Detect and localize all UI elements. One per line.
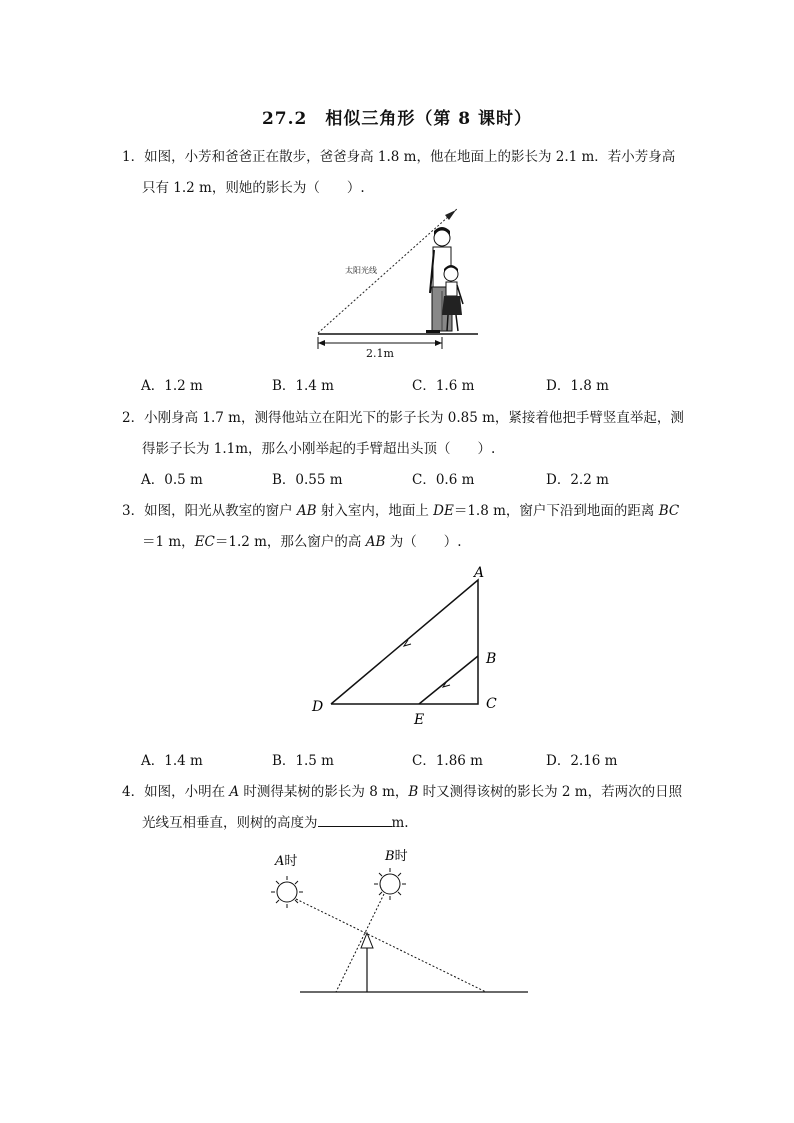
q2-option-b[interactable]: B．0.55 m <box>272 472 343 488</box>
tree-top-icon <box>361 933 373 948</box>
question-4-text: 4．如图，小明在 A 时测得某树的影长为 8 m，B 时又测得该树的影长为 2 m，若两次的日照 <box>122 784 683 800</box>
q1-option-b[interactable]: B．1.4 m <box>272 378 334 394</box>
sun-b-icon <box>374 868 406 900</box>
sun-b-ray <box>336 894 384 992</box>
page-title: 27.2 相似三角形（第 8 课时） <box>261 109 533 129</box>
sun-a-icon <box>271 876 303 908</box>
question-1-text-cont: 只有 1.2 m，则她的影长为（ ）. <box>142 180 365 196</box>
q3-option-c[interactable]: C．1.86 m <box>412 753 483 769</box>
question-3-text: 3．如图，阳光从教室的窗户 AB 射入室内，地面上 DE＝1.8 m，窗户下沿到地面的距离 BC <box>122 503 680 519</box>
sun-b-label: B时 <box>385 849 408 864</box>
point-e-label: E <box>414 712 425 728</box>
q2-option-c[interactable]: C．0.6 m <box>412 472 475 488</box>
point-c-label: C <box>486 696 497 712</box>
question-2-text-cont: 得影子长为 1.1m，那么小刚举起的手臂超出头顶（ ）. <box>142 441 496 457</box>
question-2-text: 2．小刚身高 1.7 m，测得他站立在阳光下的影子长为 0.85 m，紧接着他把手臂竖直举起，测 <box>122 410 684 426</box>
question-1-figure <box>300 205 490 365</box>
question-4-figure <box>260 842 540 1002</box>
q1-option-d[interactable]: D．1.8 m <box>546 378 609 394</box>
triangle-adc <box>331 580 478 704</box>
sun-a-ray <box>296 899 486 992</box>
q1-option-a[interactable]: A．1.2 m <box>141 378 203 394</box>
question-4-text-cont: 光线互相垂直，则树的高度为 m. <box>142 811 409 831</box>
q2-option-a[interactable]: A．0.5 m <box>141 472 203 488</box>
q2-option-d[interactable]: D．2.2 m <box>546 472 609 488</box>
q3-option-a[interactable]: A．1.4 m <box>141 753 203 769</box>
shadow-length-label: 2.1m <box>366 347 394 360</box>
answer-blank[interactable] <box>318 812 392 827</box>
point-d-label: D <box>312 699 324 715</box>
sun-ray-label: 太阳光线 <box>345 266 377 275</box>
q3-option-b[interactable]: B．1.5 m <box>272 753 334 769</box>
q1-option-c[interactable]: C．1.6 m <box>412 378 475 394</box>
line-be <box>419 656 478 704</box>
question-3-text-cont: ＝1 m，EC＝1.2 m，那么窗户的高 AB 为（ ）. <box>142 534 462 550</box>
question-3-figure <box>300 560 520 735</box>
q3-option-d[interactable]: D．2.16 m <box>546 753 618 769</box>
point-b-label: B <box>486 651 497 667</box>
point-a-label: A <box>474 565 485 581</box>
sun-a-label: A时 <box>275 854 298 869</box>
question-1-text: 1．如图，小芳和爸爸正在散步，爸爸身高 1.8 m，他在地面上的影长为 2.1 m．若小芳身高 <box>122 149 676 165</box>
